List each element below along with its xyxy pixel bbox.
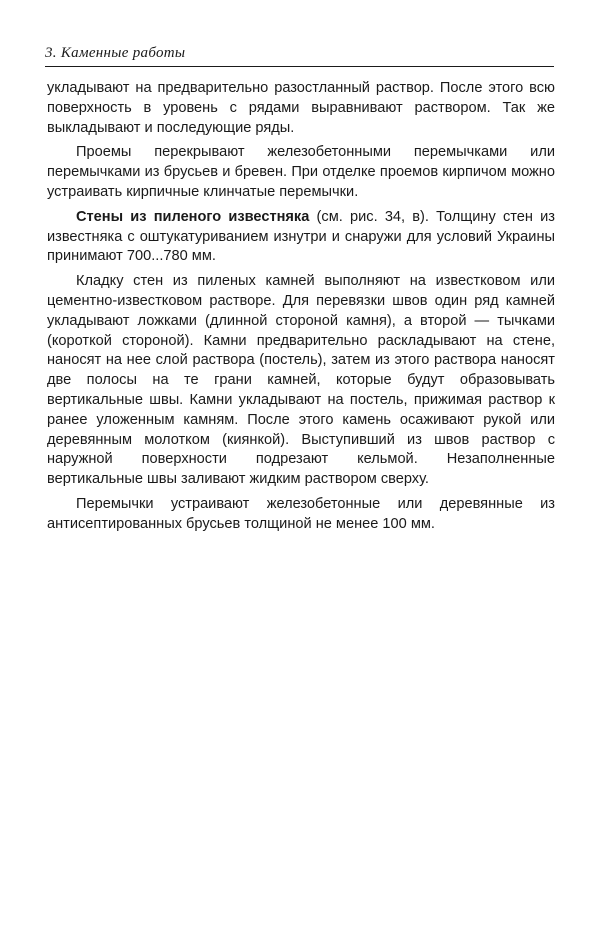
paragraph: Перемычки устраивают железобетонные или деревянные из антисептированных брусьев толщиной не менее 100 мм. xyxy=(47,495,555,532)
paragraph-text: (см. рис. 34, в). Толщину стен из известняка с оштукатуриванием изнутри и снаружи для условий Украины принимают 700...780 мм. xyxy=(47,208,555,265)
paragraph: Проемы перекрывают железобетонными перемычками или перемычками из брусьев и бревен. При отделке проемов кирпичом можно устраивать кирпичные клинчатые перемычки. xyxy=(47,144,555,200)
paragraph: Кладку стен из пиленых камней выполняют на известковом или цементно-известковом растворе. Для перевязки швов один ряд камней укладывают ложками (длинной стороной камня), а второй — тычками (короткой стороной). Камни предварительно раскладывают на стене, наносят на нее слой раствора (постель), затем из этого раствора наносят две полосы на те грани камней, которые будут образовывать вертикальные швы. Камни укладывают на постель, прижимая раствор к ранее уложенным камням. После этого камень осаживают рукой или деревянным молотком (киянкой). Выступивший из швов раствор с наружной поверхности подрезают кельмой. Незаполненные вертикальные швы заливают жидким раствором сверху. xyxy=(47,273,555,488)
run-in-heading: Стены из пиленого известняка xyxy=(76,208,310,225)
header-rule xyxy=(45,66,554,67)
running-title: 3. Каменные работы xyxy=(45,45,186,61)
paragraph: укладывают на предварительно разостланный раствор. После этого всю поверхность в уровень с рядами выравнивают раствором. Так же выкладывают и последующие ряды. xyxy=(47,80,555,136)
paragraph xyxy=(47,208,555,267)
body-text xyxy=(47,79,555,540)
